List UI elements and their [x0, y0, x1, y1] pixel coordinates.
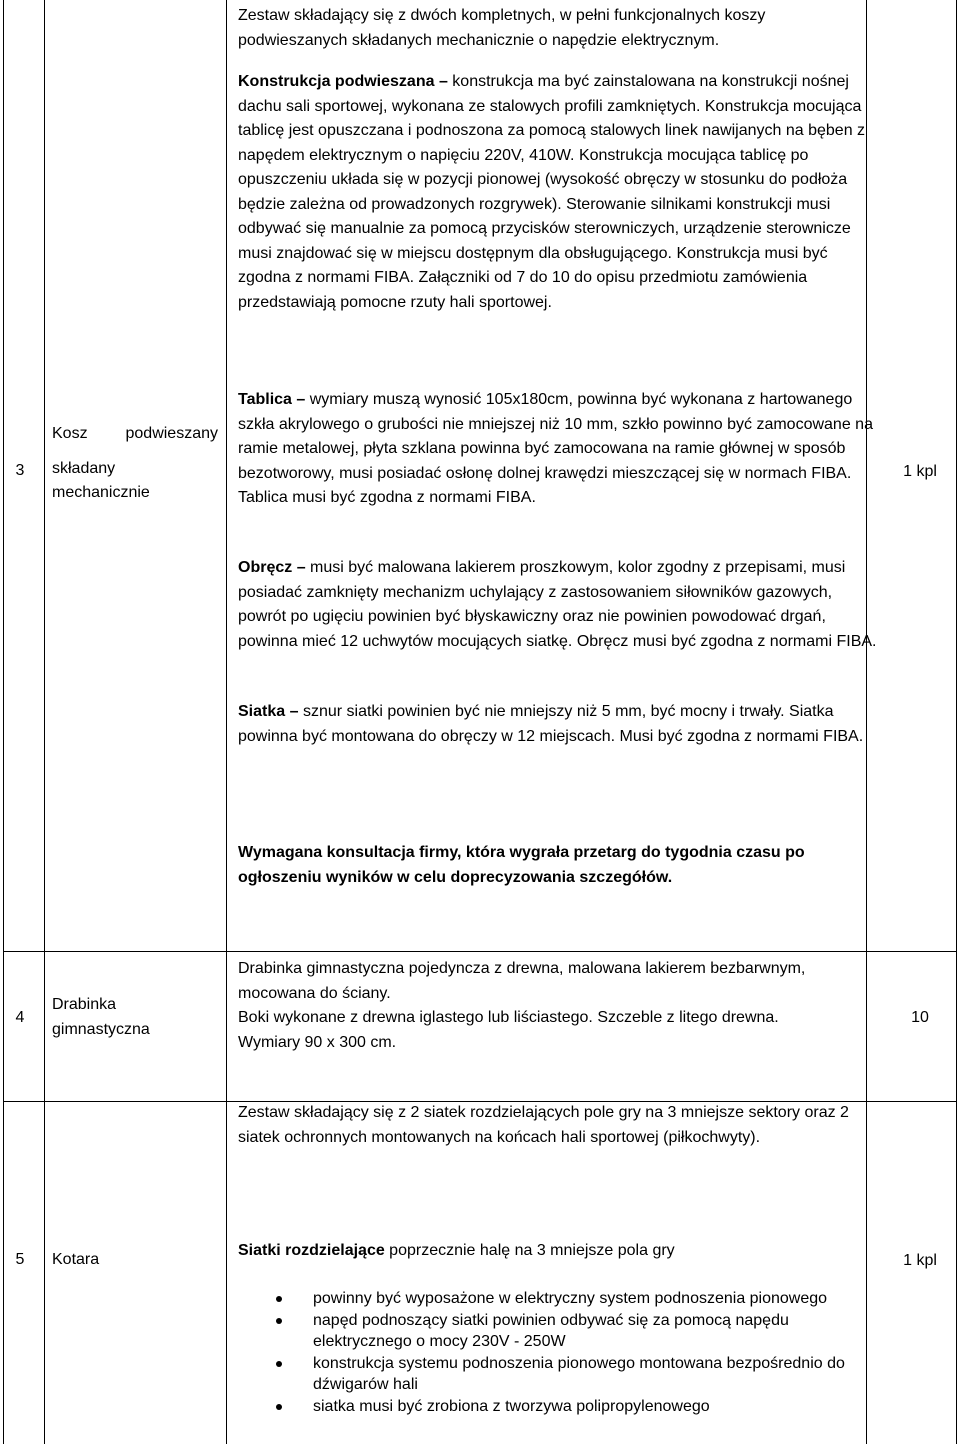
- siatka-text: sznur siatki powinien być nie mniejszy niż 5 mm, być mocny i trwały. Siatka powinna być montowana do obręczy w 12 miejscach. Musi być zgodna z normami FIBA.: [238, 703, 864, 745]
- list-item-text: konstrukcja systemu podnoszenia pionowego montowana bezpośrednio do dźwigarów hali: [313, 1354, 845, 1393]
- column-divider-number: [44, 0, 45, 1444]
- tablica-dash: –: [291, 391, 310, 408]
- obrecz-text: musi być malowana lakierem proszkowym, kolor zgodny z przepisami, musi posiadać zamknięty mechanizm uchylający z zastosowaniem siłowników gazowych, powrót po ugięciu powinien być błyskawiczny oraz nie powinien powodować drgań, powinna mieć 12 uchwytów mocujących siatkę. Obręcz musi być zgodna z normami FIBA.: [238, 559, 877, 650]
- konstrukcja-text: konstrukcja ma być zainstalowana na konstrukcji nośnej dachu sali sportowej, wykonana ze stalowych profili zamkniętych. Konstrukcja mocująca tablicę jest opuszczana i podnoszona za pomocą stalowych linek nawijanych na bęben z napędem elektrycznym o napięciu 220V, 410W. Konstrukcja mocująca tablicę po opuszczeniu układa się w pozycji pionowej (wysokość obręczy w stosunku do podłoża będzie zależna od prowadzonych rozgrywek). Sterowanie silnikami konstrukcji musi odbywać się manualnie za pomocą przycisków sterowniczych, urządzenie sterownicze musi znajdować się w miejscu dostępnym dla obsługującego. Konstrukcja musi być zgodna z normami FIBA. Załączniki od 7 do 10 do opisu przedmiotu zamówienia przedstawiają pomocne rzuty hali sportowej.: [238, 73, 866, 311]
- row3-name: [52, 422, 218, 506]
- row3-name-line3: mechanicznie: [52, 484, 150, 501]
- obrecz-label: Obręcz: [238, 559, 293, 576]
- konstrukcja-dash: –: [434, 73, 453, 90]
- table-border-left: [3, 0, 4, 1444]
- list-item: [238, 1353, 878, 1396]
- row4-description: [238, 957, 878, 1055]
- row4-line2: Boki wykonane z drewna iglastego lub liściastego. Szczeble z litego drewna.: [238, 1009, 779, 1026]
- tablica-text: wymiary muszą wynosić 105x180cm, powinna być wykonana z hartowanego szkła akrylowego o grubości nie mniejszej niż 10 mm, szkło powinno być zamocowane na ramie metalowej, płyta szklana powinna być zamocowana na ramie głównej w sposób bezotworowy, musi posiadać osłonę dolnej krawędzi mieszczącej się w normach FIBA. Tablica musi być zgodna z normami FIBA.: [238, 391, 873, 506]
- bullet-icon: [276, 1361, 282, 1367]
- row3-name-line1: Kosz podwieszany: [52, 425, 218, 442]
- table-border-right: [956, 0, 957, 1444]
- siatki-heading: [238, 1239, 878, 1264]
- row3-quantity: 1 kpl: [903, 463, 937, 480]
- siatka-label: Siatka: [238, 703, 286, 720]
- siatka-paragraph: [238, 700, 878, 749]
- row-top-konstrukcja: [238, 70, 878, 315]
- row5-name: Kotara: [52, 1251, 100, 1268]
- row-divider-4: [3, 951, 957, 952]
- list-item: [238, 1396, 878, 1418]
- list-item-text: siatka musi być zrobiona z tworzywa polipropylenowego: [313, 1397, 710, 1415]
- consultation-note: Wymagana konsultacja firmy, która wygrała przetarg do tygodnia czasu po ogłoszeniu wyników w celu doprecyzowania szczegółów.: [238, 844, 805, 886]
- column-divider-name: [226, 0, 227, 1444]
- row4-number: 4: [15, 1009, 25, 1026]
- list-item: [238, 1310, 878, 1353]
- row5-number: 5: [15, 1251, 25, 1268]
- row-top-intro: Zestaw składający się z dwóch kompletnych, w pełni funkcjonalnych koszy podwieszanych składanych mechanicznie o napędzie elektrycznym.: [238, 7, 766, 49]
- obrecz-paragraph: [238, 556, 878, 654]
- row5-quantity: 1 kpl: [903, 1252, 937, 1269]
- row3-number: 3: [15, 462, 25, 479]
- bullet-icon: [276, 1404, 282, 1410]
- siatka-dash: –: [285, 703, 303, 720]
- siatki-text: poprzecznie halę na 3 mniejsze pola gry: [384, 1242, 675, 1259]
- row4-line1: Drabinka gimnastyczna pojedyncza z drewna, malowana lakierem bezbarwnym, mocowana do ściany.: [238, 960, 806, 1002]
- obrecz-dash: –: [292, 559, 311, 576]
- list-item-text: napęd podnoszący siatki powinien odbywać się za pomocą napędu elektrycznego o mocy 230V - 250W: [313, 1311, 789, 1350]
- list-item: [238, 1288, 878, 1310]
- konstrukcja-label: Konstrukcja podwieszana: [238, 73, 435, 90]
- row4-quantity: 10: [911, 1009, 929, 1026]
- tablica-paragraph: [238, 388, 878, 511]
- row4-line3: Wymiary 90 x 300 cm.: [238, 1033, 397, 1051]
- list-item-text: powinny być wyposażone w elektryczny system podnoszenia pionowego: [313, 1290, 828, 1307]
- bullet-icon: [276, 1296, 282, 1302]
- row4-name: Drabinka gimnastyczna: [52, 996, 150, 1038]
- row3-name-line2: składany: [52, 459, 116, 477]
- row5-bullet-list: [238, 1288, 878, 1417]
- bullet-icon: [276, 1318, 282, 1324]
- siatki-label: Siatki rozdzielające: [238, 1242, 385, 1259]
- row5-intro: Zestaw składający się z 2 siatek rozdzielających pole gry na 3 mniejsze sektory oraz 2 siatek ochronnych montowanych na końcach hali sportowej (piłkochwyty).: [238, 1104, 849, 1146]
- tablica-label: Tablica: [238, 391, 292, 408]
